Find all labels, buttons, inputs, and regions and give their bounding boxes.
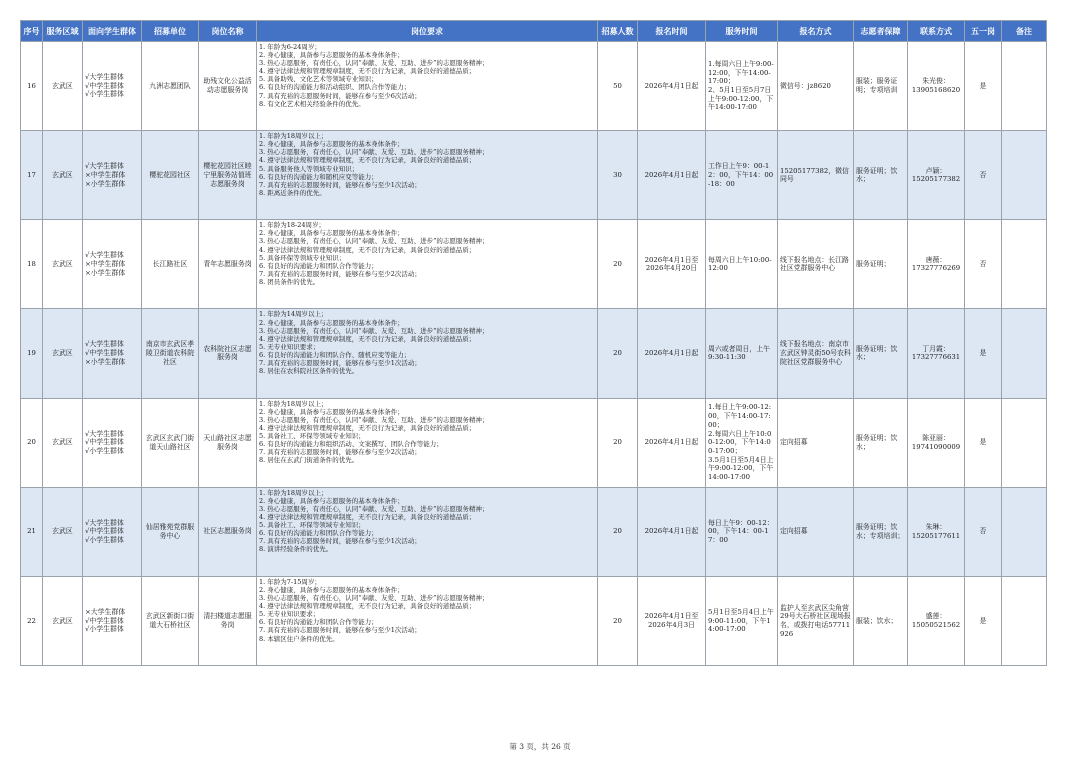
row-reg-time: 2026年4月1日起 xyxy=(638,42,706,131)
row-groups-line: √小学生群体 xyxy=(85,446,124,455)
row-mayday: 否 xyxy=(965,220,1002,309)
row-unit: 樱驼花园社区 xyxy=(142,131,199,220)
row-requirements-line: 4. 遵守法律法规和管理规章制度，无不良行为记录，具备良好的道德品质； xyxy=(259,602,476,611)
row-area: 玄武区 xyxy=(43,487,83,576)
row-reg-time: 2026年4月1日至2026年4月20日 xyxy=(638,220,706,309)
row-post: 青年志愿服务岗 xyxy=(199,220,257,309)
table-row xyxy=(21,131,1047,220)
header-unit: 招募单位 xyxy=(142,21,199,42)
row-groups-line: √中学生群体 xyxy=(85,616,124,625)
row-method: 线下报名地点：长江路社区党群服务中心 xyxy=(778,220,854,309)
table-row xyxy=(21,487,1047,576)
row-contact xyxy=(908,576,965,665)
row-area: 玄武区 xyxy=(43,220,83,309)
row-requirements-line: 4. 遵守法律法规和管理规章制度，无不良行为记录，具备良好的道德品质； xyxy=(259,334,476,343)
row-mayday: 是 xyxy=(965,309,1002,398)
row-requirements-line: 4. 遵守法律法规和管理规章制度，无不良行为记录，具备良好的道德品质； xyxy=(259,423,476,432)
row-count: 30 xyxy=(598,131,638,220)
row-groups-line: ×大学生群体 xyxy=(85,607,126,616)
row-requirements-line: 4. 遵守法律法规和管理规章制度，无不良行为记录，具备良好的道德品质； xyxy=(259,512,476,521)
row-contact-line: 19741090009 xyxy=(911,442,961,451)
row-area: 玄武区 xyxy=(43,42,83,131)
row-method: 15205177382，微信同号 xyxy=(778,131,854,220)
row-post: 社区志愿服务岗 xyxy=(199,487,257,576)
row-requirements-line: 2. 身心健康，具备参与志愿服务的基本身体条件； xyxy=(259,51,404,60)
table-body xyxy=(21,42,1047,666)
row-groups-line: √中学生群体 xyxy=(85,349,124,358)
row-method: 定向招募 xyxy=(778,398,854,487)
row-requirements-line: 5. 具备社工、环保等领域专业知识； xyxy=(259,431,365,440)
row-requirements-line: 4. 遵守法律法规和管理规章制度，无不良行为记录，具备良好的道德品质； xyxy=(259,245,476,254)
header-reg-time: 报名时间 xyxy=(638,21,706,42)
row-groups-line: √小学生群体 xyxy=(85,625,124,634)
row-requirements xyxy=(257,576,598,665)
row-requirements xyxy=(257,220,598,309)
row-requirements-line: 1. 年龄为7-15周岁； xyxy=(259,577,321,586)
row-groups xyxy=(83,42,142,131)
table-row xyxy=(21,576,1047,665)
row-guarantee: 服务证明； xyxy=(854,220,908,309)
row-requirements-line: 8. 本辖区住户条件的优先。 xyxy=(259,634,339,643)
row-contact-line: 13905168620 xyxy=(911,86,961,95)
row-note xyxy=(1002,487,1047,576)
row-requirements xyxy=(257,131,598,220)
row-mayday: 是 xyxy=(965,42,1002,131)
row-mayday: 是 xyxy=(965,576,1002,665)
row-guarantee: 服务证明；饮水； xyxy=(854,398,908,487)
row-reg-time: 2026年4月1日起 xyxy=(638,131,706,220)
row-requirements-line: 7. 具有充裕的志愿服务时间，能够在参与至少6次活动； xyxy=(259,91,421,100)
row-groups-line: √大学生群体 xyxy=(85,518,124,527)
row-unit: 南京市玄武区孝陵卫街道农科院社区 xyxy=(142,309,199,398)
row-area: 玄武区 xyxy=(43,309,83,398)
row-requirements-line: 3. 热心志愿服务，有责任心，认同“奉献、友爱、互助、进步”的志愿服务精神； xyxy=(259,59,489,68)
row-unit: 九洲志愿团队 xyxy=(142,42,199,131)
row-requirements-line: 4. 遵守法律法规和管理规章制度，无不良行为记录，具备良好的道德品质； xyxy=(259,156,476,165)
header-method: 报名方式 xyxy=(778,21,854,42)
row-requirements-line: 8. 有文化艺术相关经验条件的优先。 xyxy=(259,99,365,108)
row-contact xyxy=(908,487,965,576)
row-requirements-line: 7. 具有充裕的志愿服务时间，能够在参与至少2次活动； xyxy=(259,448,421,457)
row-contact-line: 17327776269 xyxy=(911,264,961,273)
row-requirements-line: 5. 无专业知识要求； xyxy=(259,610,320,619)
row-requirements-line: 5. 无专业知识要求； xyxy=(259,342,320,351)
row-requirements-line: 3. 热心志愿服务，有责任心，认同“奉献、友爱、互助、进步”的志愿服务精神； xyxy=(259,415,489,424)
row-reg-time: 2026年4月1日起 xyxy=(638,309,706,398)
row-service-time-line: 1.每日上午9:00-12:00，下午14:00-17:00； xyxy=(708,403,772,429)
row-service-time xyxy=(706,131,778,220)
row-no: 19 xyxy=(21,309,43,398)
row-contact-line: 朱光俊： xyxy=(922,77,950,86)
row-groups-line: √大学生群体 xyxy=(85,340,124,349)
row-contact-line: 卢颖： xyxy=(925,166,947,175)
row-no: 22 xyxy=(21,576,43,665)
row-note xyxy=(1002,576,1047,665)
row-requirements-line: 6. 有良好的沟通能力和团队合作等能力； xyxy=(259,261,378,270)
row-requirements-line: 5. 具备社工、环保等领域专业知识； xyxy=(259,521,365,530)
row-area: 玄武区 xyxy=(43,131,83,220)
row-guarantee: 服务证明；饮水； xyxy=(854,309,908,398)
row-requirements xyxy=(257,487,598,576)
row-note xyxy=(1002,42,1047,131)
row-note xyxy=(1002,220,1047,309)
row-groups-line: √大学生群体 xyxy=(85,73,124,82)
row-requirements-line: 6. 有良好的沟通能力和团队合作等能力； xyxy=(259,618,378,627)
row-contact-line: 盛莲： xyxy=(925,612,947,621)
row-contact xyxy=(908,131,965,220)
row-requirements-line: 4. 遵守法律法规和管理规章制度，无不良行为记录，具备良好的道德品质； xyxy=(259,67,476,76)
table-row xyxy=(21,309,1047,398)
row-requirements-line: 5. 具备环保等领域专业知识； xyxy=(259,253,346,262)
table-row xyxy=(21,398,1047,487)
row-requirements-line: 8. 距离近条件的优先。 xyxy=(259,188,326,197)
page-number: 第 3 页，共 26 页 xyxy=(509,742,571,751)
row-requirements-line: 3. 热心志愿服务，有责任心，认同“奉献、友爱、互助、进步”的志愿服务精神； xyxy=(259,148,489,157)
row-unit: 长江路社区 xyxy=(142,220,199,309)
header-contact: 联系方式 xyxy=(908,21,965,42)
row-service-time xyxy=(706,220,778,309)
row-unit: 玄武区玄武门街道天山路社区 xyxy=(142,398,199,487)
volunteer-positions-table xyxy=(20,20,1047,666)
row-requirements-line: 3. 热心志愿服务，有责任心，认同“奉献、友爱、互助、进步”的志愿服务精神； xyxy=(259,594,489,603)
row-contact xyxy=(908,398,965,487)
row-post: 助残文化公益活动志愿服务岗 xyxy=(199,42,257,131)
row-requirements-line: 2. 身心健康，具备参与志愿服务的基本身体条件； xyxy=(259,496,404,505)
row-requirements-line: 1. 年龄为18-24周岁； xyxy=(259,221,326,230)
row-requirements-line: 5. 具备助残、文化艺术等领域专业知识； xyxy=(259,75,378,84)
row-requirements-line: 1. 年龄为18周岁以上； xyxy=(259,399,328,408)
row-requirements-line: 2. 身心健康，具备参与志愿服务的基本身体条件； xyxy=(259,140,404,149)
row-method: 监护人至玄武区尖角营29号大石桥社区现场报名，或拨打电话57711926 xyxy=(778,576,854,665)
row-groups xyxy=(83,131,142,220)
row-post: 农科院社区志愿服务岗 xyxy=(199,309,257,398)
row-service-time-line: 5月1日至5月4日上午9:00-11:00，下午14:00-17:00 xyxy=(708,607,774,634)
row-requirements-line: 3. 热心志愿服务，有责任心，认同“奉献、友爱、互助、进步”的志愿服务精神； xyxy=(259,237,489,246)
header-count: 招募人数 xyxy=(598,21,638,42)
row-requirements xyxy=(257,309,598,398)
row-requirements-line: 6. 有良好的沟通能力和团队合作等能力； xyxy=(259,529,378,538)
row-requirements-line: 1. 年龄为14周岁以上； xyxy=(259,310,328,319)
row-requirements-line: 3. 热心志愿服务，有责任心，认同“奉献、友爱、互助、进步”的志愿服务精神； xyxy=(259,326,489,335)
row-groups xyxy=(83,487,142,576)
row-requirements-line: 7. 具有充裕的志愿服务时间，能够在参与至少2次活动； xyxy=(259,269,421,278)
row-service-time-line: 3.5月1日至5月4日上午9:00-12:00，下午14:00-17:00 xyxy=(708,455,774,482)
row-groups-line: √大学生群体 xyxy=(85,162,124,171)
row-groups xyxy=(83,220,142,309)
row-service-time-line: 1.每周六日上午9:00-12:00，下午14:00-17:00； xyxy=(708,59,774,86)
row-mayday: 是 xyxy=(965,398,1002,487)
row-requirements-line: 6. 有良好的沟通能力和组织活动、文案撰写、团队合作等能力； xyxy=(259,440,443,449)
row-note xyxy=(1002,398,1047,487)
row-guarantee: 服装；饮水； xyxy=(854,576,908,665)
row-guarantee: 服务证明；饮水；专项培训； xyxy=(854,487,908,576)
row-contact-line: 陈亚丽： xyxy=(922,433,950,442)
row-note xyxy=(1002,309,1047,398)
row-requirements-line: 3. 热心志愿服务，有责任心，认同“奉献、友爱、互助、进步”的志愿服务精神； xyxy=(259,504,489,513)
row-service-time-line: 2.每周六日上午10:00-12:00，下午14:00-17:00； xyxy=(708,429,772,455)
row-groups-line: ×小学生群体 xyxy=(85,357,126,366)
row-contact-line: 15205177382 xyxy=(911,175,961,184)
row-groups xyxy=(83,576,142,665)
row-requirements-line: 7. 具有充裕的志愿服务时间，能够在参与至少1次活动； xyxy=(259,537,421,546)
row-reg-time: 2026年4月1日起 xyxy=(638,487,706,576)
table-header-row xyxy=(21,21,1047,42)
row-reg-time: 2026年4月1日至2026年4月3日 xyxy=(638,576,706,665)
row-no: 17 xyxy=(21,131,43,220)
row-contact xyxy=(908,42,965,131)
row-count: 20 xyxy=(598,487,638,576)
row-area: 玄武区 xyxy=(43,576,83,665)
row-contact xyxy=(908,309,965,398)
row-mayday: 否 xyxy=(965,131,1002,220)
row-count: 20 xyxy=(598,220,638,309)
row-groups-line: ×中学生群体 xyxy=(85,170,126,179)
row-groups-line: √小学生群体 xyxy=(85,536,124,545)
row-count: 50 xyxy=(598,42,638,131)
row-post: 清扫楼道志愿服务岗 xyxy=(199,576,257,665)
row-no: 21 xyxy=(21,487,43,576)
header-no: 序号 xyxy=(21,21,43,42)
row-method: 微信号：jz8620 xyxy=(778,42,854,131)
row-unit: 玄武区新街口街道大石桥社区 xyxy=(142,576,199,665)
row-requirements-line: 1. 年龄为6-24周岁； xyxy=(259,43,321,51)
row-count: 20 xyxy=(598,309,638,398)
row-service-time xyxy=(706,42,778,131)
row-contact-line: 17327776631 xyxy=(911,353,961,362)
row-count: 20 xyxy=(598,576,638,665)
row-method: 定向招募 xyxy=(778,487,854,576)
row-service-time-line: 周六或者周日，上午9:30-11:30 xyxy=(708,344,771,362)
row-post: 天山路社区志愿服务岗 xyxy=(199,398,257,487)
row-requirements-line: 2. 身心健康，具备参与志愿服务的基本身体条件； xyxy=(259,318,404,327)
header-note: 备注 xyxy=(1002,21,1047,42)
row-requirements xyxy=(257,398,598,487)
row-no: 20 xyxy=(21,398,43,487)
row-no: 18 xyxy=(21,220,43,309)
header-area: 服务区域 xyxy=(43,21,83,42)
row-service-time-line: 工作日上午9：00-12：00，下午14：00-18：00 xyxy=(708,162,774,188)
row-groups-line: √大学生群体 xyxy=(85,429,124,438)
row-groups-line: √小学生群体 xyxy=(85,90,124,99)
row-groups-line: ×小学生群体 xyxy=(85,179,126,188)
row-contact-line: 唐薇： xyxy=(925,255,947,264)
row-groups-line: √中学生群体 xyxy=(85,527,124,536)
row-groups-line: ×小学生群体 xyxy=(85,268,126,277)
row-groups-line: √中学生群体 xyxy=(85,81,124,90)
header-post: 岗位名称 xyxy=(199,21,257,42)
row-groups xyxy=(83,398,142,487)
row-requirements-line: 8. 居住在玄武门街道条件的优先。 xyxy=(259,456,359,465)
row-requirements-line: 8. 演讲经验条件的优先。 xyxy=(259,545,333,554)
header-service-time: 服务时间 xyxy=(706,21,778,42)
row-groups-line: √大学生群体 xyxy=(85,251,124,260)
row-groups-line: √中学生群体 xyxy=(85,438,124,447)
row-mayday: 否 xyxy=(965,487,1002,576)
row-groups xyxy=(83,309,142,398)
row-guarantee: 服装；服务证明；专项培训 xyxy=(854,42,908,131)
row-service-time-line: 每周六日上午10:00-12:00 xyxy=(708,255,772,273)
row-area: 玄武区 xyxy=(43,398,83,487)
row-service-time xyxy=(706,309,778,398)
row-method: 线下报名地点：南京市玄武区钟灵街50号农科院社区党群服务中心 xyxy=(778,309,854,398)
row-unit: 仙居雅苑党群服务中心 xyxy=(142,487,199,576)
row-requirements-line: 1. 年龄为18周岁以上； xyxy=(259,132,328,141)
row-guarantee: 服务证明；饮水； xyxy=(854,131,908,220)
row-contact-line: 丁月霞： xyxy=(922,344,950,353)
header-mayday: 五一岗 xyxy=(965,21,1002,42)
row-service-time xyxy=(706,576,778,665)
header-groups: 面向学生群体 xyxy=(83,21,142,42)
row-requirements-line: 2. 身心健康，具备参与志愿服务的基本身体条件； xyxy=(259,407,404,416)
row-post: 樱驼花园社区睦宁里服务站值班志愿服务岗 xyxy=(199,131,257,220)
row-service-time xyxy=(706,398,778,487)
row-service-time-line: 每日上午9：00-12：00，下午14：00-17：00 xyxy=(708,518,774,545)
row-requirements-line: 8. 团员条件的优先。 xyxy=(259,277,320,286)
row-requirements-line: 5. 具备服务他人等领域专业知识； xyxy=(259,164,359,173)
row-requirements-line: 7. 具有充裕的志愿服务时间，能够在参与至少1次活动； xyxy=(259,180,421,189)
row-requirements-line: 6. 有良好的沟通能力和活动组织、团队合作等能力； xyxy=(259,83,411,92)
row-requirements-line: 7. 具有充裕的志愿服务时间，能够在参与至少1次活动； xyxy=(259,626,421,635)
table-row xyxy=(21,42,1047,131)
row-service-time-line: 2、5月1日至5月7日上午9:00-12:00，下午14:00-17:00 xyxy=(708,86,774,112)
row-groups-line: ×中学生群体 xyxy=(85,260,126,268)
row-requirements-line: 2. 身心健康，具备参与志愿服务的基本身体条件； xyxy=(259,229,404,238)
row-requirements-line: 1. 年龄为18周岁以上； xyxy=(259,488,328,497)
row-requirements xyxy=(257,42,598,131)
header-guarantee: 志愿者保障 xyxy=(854,21,908,42)
row-count: 20 xyxy=(598,398,638,487)
table-row xyxy=(21,220,1047,309)
row-requirements-line: 7. 具有充裕的志愿服务时间，能够在参与至少1次活动； xyxy=(259,358,421,367)
row-contact-line: 朱琳： xyxy=(925,523,947,532)
row-note xyxy=(1002,131,1047,220)
row-service-time xyxy=(706,487,778,576)
row-requirements-line: 8. 居住在农科院社区条件的优先。 xyxy=(259,367,359,376)
row-contact-line: 15205177611 xyxy=(911,531,961,540)
row-no: 16 xyxy=(21,42,43,131)
row-requirements-line: 6. 有良好的沟通能力和随机应变等能力； xyxy=(259,172,378,181)
row-reg-time: 2026年4月1日起 xyxy=(638,398,706,487)
header-requirements: 岗位要求 xyxy=(257,21,598,42)
row-requirements-line: 6. 有良好的沟通能力和团队合作、随机应变等能力； xyxy=(259,350,411,359)
row-contact xyxy=(908,220,965,309)
row-contact-line: 15050521562 xyxy=(911,620,961,629)
row-requirements-line: 2. 身心健康，具备参与志愿服务的基本身体条件； xyxy=(259,585,404,594)
